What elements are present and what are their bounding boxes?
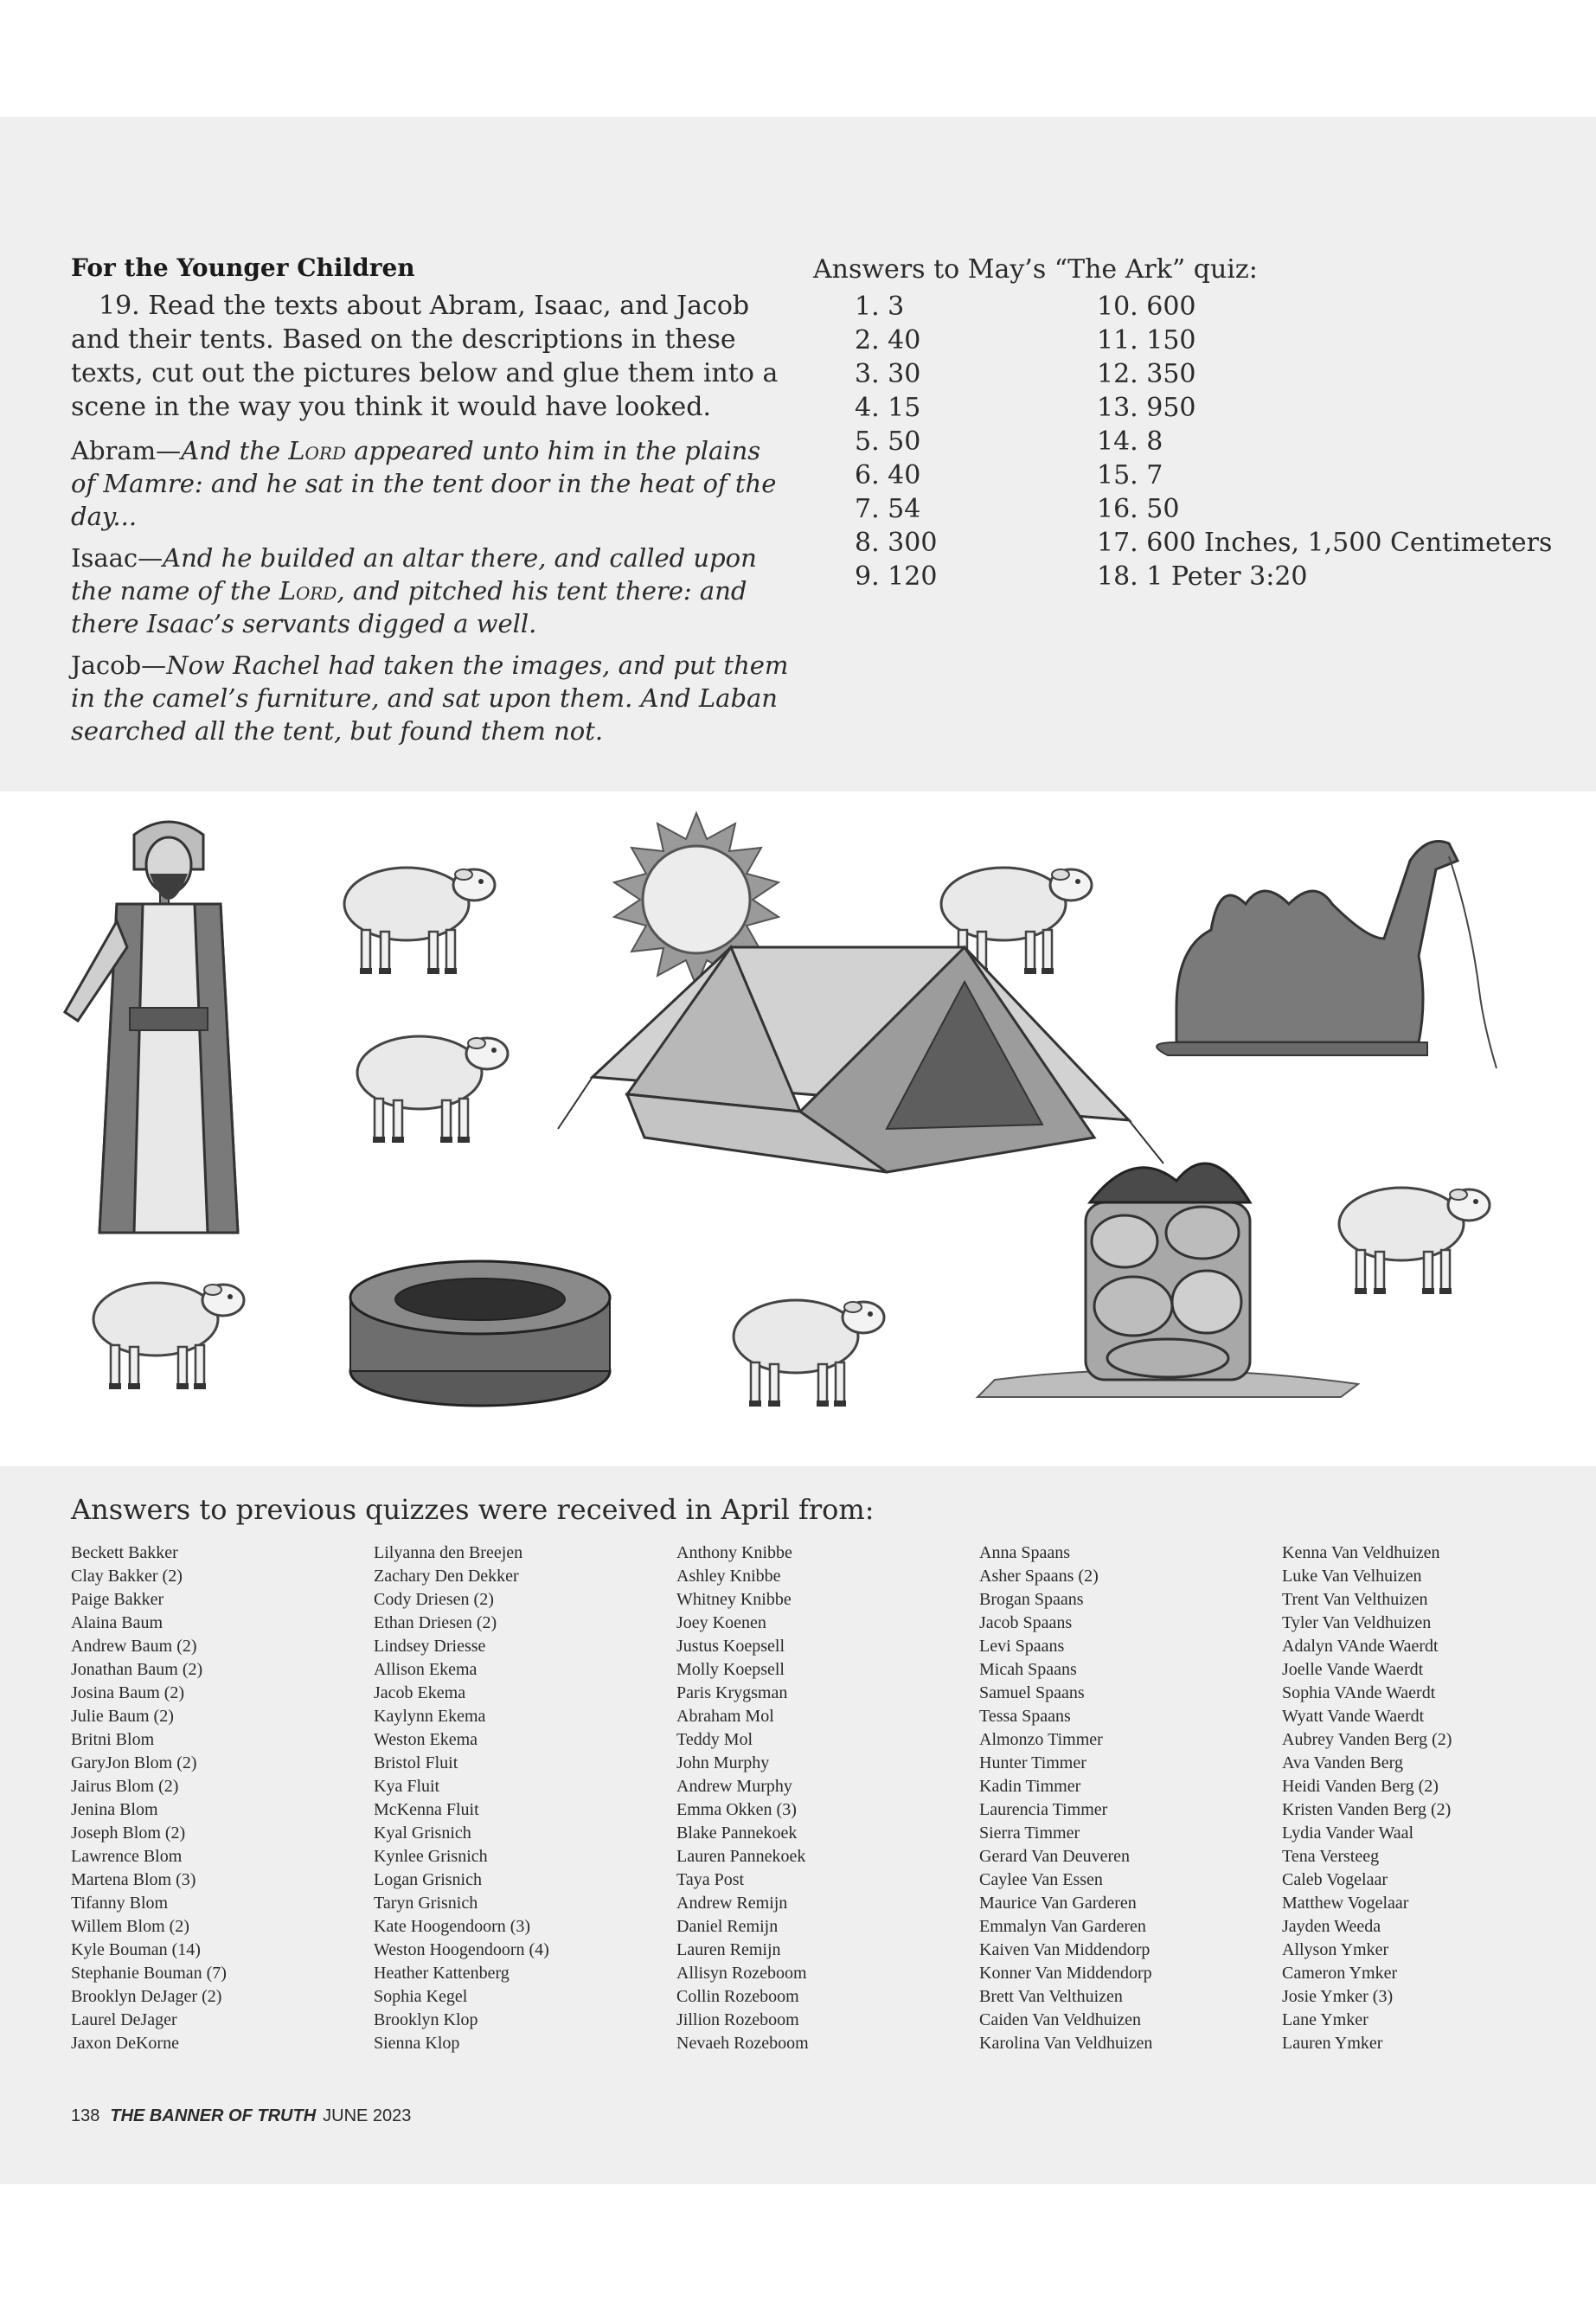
list-item: Jacob Ekema — [374, 1683, 466, 1702]
names-column — [71, 1541, 374, 2055]
answer-item: 6. 40 — [855, 460, 921, 490]
list-item: Jillion Rozeboom — [676, 2010, 799, 2029]
list-item: Jayden Weeda — [1282, 1917, 1381, 1936]
issue-date: JUNE 2023 — [323, 2106, 412, 2125]
answers-title: Answers to May’s “The Ark” quiz: — [813, 254, 1258, 285]
list-item: Laurel DeJager — [71, 2010, 177, 2029]
list-item: Zachary Den Dekker — [374, 1567, 519, 1586]
list-item: Hunter Timmer — [979, 1753, 1086, 1772]
list-item: Sophia Kegel — [374, 1987, 468, 2006]
list-item: Heidi Vanden Berg (2) — [1282, 1777, 1439, 1796]
list-item: Aubrey Vanden Berg (2) — [1282, 1730, 1452, 1749]
answers-section — [813, 253, 1557, 593]
list-item: Gerard Van Deuveren — [979, 1847, 1130, 1866]
list-item: Karolina Van Veldhuizen — [979, 2034, 1153, 2053]
list-item: Jairus Blom (2) — [71, 1777, 179, 1796]
list-item: Logan Grisnich — [374, 1870, 482, 1889]
answer-item: 3. 30 — [855, 359, 921, 389]
list-item: Wyatt Vande Waerdt — [1282, 1707, 1425, 1726]
answer-item: 7. 54 — [855, 494, 921, 524]
list-item: Kya Fluit — [374, 1777, 440, 1796]
list-item: Lane Ymker — [1282, 2010, 1368, 2029]
list-item: Brett Van Velthuizen — [979, 1987, 1123, 2006]
list-item: Tessa Spaans — [979, 1707, 1071, 1726]
list-item: Lindsey Driesse — [374, 1637, 486, 1656]
list-item: Konner Van Middendorp — [979, 1964, 1152, 1983]
list-item: Allison Ekema — [374, 1660, 478, 1679]
quote-speaker: Jacob— — [71, 651, 167, 680]
answer-item: 15. 7 — [1097, 460, 1163, 490]
younger-children-section — [71, 253, 789, 756]
list-item: Andrew Remijn — [676, 1894, 788, 1913]
list-item: Lilyanna den Breejen — [374, 1543, 523, 1562]
list-item: Brogan Spaans — [979, 1590, 1084, 1609]
list-item: Lawrence Blom — [71, 1847, 183, 1866]
instruction-paragraph — [71, 289, 789, 424]
list-item: Josina Baum (2) — [71, 1683, 185, 1702]
sheep — [93, 1283, 244, 1389]
camel — [1157, 842, 1497, 1069]
list-item: Sierra Timmer — [979, 1823, 1080, 1843]
list-item: Ava Vanden Berg — [1282, 1753, 1403, 1772]
list-item: Kaiven Van Middendorp — [979, 1940, 1151, 1959]
list-item: Daniel Remijn — [676, 1917, 779, 1936]
list-item: Molly Koepsell — [676, 1660, 785, 1679]
list-item: Micah Spaans — [979, 1660, 1077, 1679]
answer-item: 5. 50 — [855, 426, 921, 457]
answer-item: 13. 950 — [1097, 393, 1196, 423]
list-item: Caleb Vogelaar — [1282, 1870, 1388, 1889]
names-column — [1282, 1541, 1585, 2055]
list-item: Lydia Vander Waal — [1282, 1823, 1414, 1843]
list-item: Abraham Mol — [676, 1707, 774, 1726]
list-item: Anna Spaans — [979, 1543, 1070, 1562]
quote-text-end: , and pitched his tent there: and there Isaac’s servants digged a well. — [71, 576, 747, 638]
quote-speaker: Isaac— — [71, 543, 163, 573]
list-item: Taya Post — [676, 1870, 745, 1889]
list-item: Almonzo Timmer — [979, 1730, 1103, 1749]
names-column — [676, 1541, 979, 2055]
list-item: Willem Blom (2) — [71, 1917, 189, 1936]
list-item: Justus Koepsell — [676, 1637, 785, 1656]
list-item: Lauren Pannekoek — [676, 1847, 806, 1866]
list-item: Maurice Van Garderen — [979, 1894, 1137, 1913]
list-item: Lauren Ymker — [1282, 2034, 1383, 2053]
instruction-text: Read the texts about Abram, Isaac, and Jacob and their tents. Based on the descriptions in these texts, cut out the pictures below and glue them into a scene in the way you think it would have looked. — [71, 291, 779, 422]
quote-lord: Lord — [279, 576, 337, 606]
list-item: Alaina Baum — [71, 1613, 163, 1632]
answer-item: 14. 8 — [1097, 426, 1163, 457]
list-item: Britni Blom — [71, 1730, 155, 1749]
answer-item: 2. 40 — [855, 325, 921, 356]
list-item: Weston Ekema — [374, 1730, 478, 1749]
publication-name: THE BANNER OF TRUTH — [110, 2106, 317, 2125]
sheep — [734, 1300, 884, 1407]
list-item: Sophia VAnde Waerdt — [1282, 1683, 1436, 1702]
list-item: Luke Van Velhuizen — [1282, 1567, 1422, 1586]
list-item: Paige Bakker — [71, 1590, 164, 1609]
stone-altar — [977, 1163, 1358, 1397]
list-item: Jonathan Baum (2) — [71, 1660, 203, 1679]
list-item: Martena Blom (3) — [71, 1870, 196, 1889]
list-item: Kynlee Grisnich — [374, 1847, 488, 1866]
list-item: Ashley Knibbe — [676, 1567, 781, 1586]
received-title: Answers to previous quizzes were received in April from: — [71, 1493, 875, 1526]
list-item: Ethan Driesen (2) — [374, 1613, 497, 1632]
quote-text: And the — [181, 436, 289, 465]
quote-isaac — [71, 542, 789, 640]
list-item: Kadin Timmer — [979, 1777, 1081, 1796]
sheep — [344, 868, 495, 974]
list-item: Kristen Vanden Berg (2) — [1282, 1800, 1452, 1819]
list-item: Whitney Knibbe — [676, 1590, 792, 1609]
section-title: For the Younger Children — [71, 253, 415, 282]
answer-item: 4. 15 — [855, 393, 921, 423]
list-item: Beckett Bakker — [71, 1543, 178, 1562]
list-item: Trent Van Velthuizen — [1282, 1590, 1428, 1609]
list-item: Paris Krygsman — [676, 1683, 788, 1702]
list-item: Joelle Vande Waerdt — [1282, 1660, 1424, 1679]
answer-item: 12. 350 — [1097, 359, 1196, 389]
list-item: Tyler Van Veldhuizen — [1282, 1613, 1432, 1632]
stone-well — [350, 1261, 610, 1406]
quote-text-end: appeared unto him in the plains of Mamre: and he sat in the tent door in the heat of the day... — [71, 436, 777, 531]
sheep — [357, 1036, 508, 1143]
list-item: Josie Ymker (3) — [1282, 1987, 1394, 2006]
list-item: Stephanie Bouman (7) — [71, 1964, 227, 1983]
list-item: Adalyn VAnde Waerdt — [1282, 1637, 1439, 1656]
list-item: Taryn Grisnich — [374, 1894, 478, 1913]
list-item: Jaxon DeKorne — [71, 2034, 179, 2053]
names-column — [979, 1541, 1282, 2055]
page-footer — [71, 2106, 411, 2126]
list-item: Teddy Mol — [676, 1730, 753, 1749]
list-item: Kate Hoogendoorn (3) — [374, 1917, 531, 1936]
list-item: Allyson Ymker — [1282, 1940, 1389, 1959]
list-item: Samuel Spaans — [979, 1683, 1085, 1702]
list-item: Kyal Grisnich — [374, 1823, 471, 1843]
abram-figure — [65, 822, 238, 1233]
page-number: 138 — [71, 2106, 100, 2125]
list-item: Caiden Van Veldhuizen — [979, 2010, 1142, 2029]
list-item: Anthony Knibbe — [676, 1543, 792, 1562]
quote-lord: Lord — [288, 436, 347, 465]
sheep — [1339, 1188, 1490, 1294]
list-item: McKenna Fluit — [374, 1800, 479, 1819]
list-item: Joey Koenen — [676, 1613, 766, 1632]
answer-item: 11. 150 — [1097, 325, 1196, 356]
list-item: Emma Okken (3) — [676, 1800, 797, 1819]
list-item: Clay Bakker (2) — [71, 1567, 183, 1586]
list-item: John Murphy — [676, 1753, 770, 1772]
bottom-margin — [0, 2184, 1596, 2301]
answers-list — [813, 290, 1557, 593]
list-item: Levi Spaans — [979, 1637, 1065, 1656]
answer-item: 8. 300 — [855, 528, 938, 558]
list-item: Weston Hoogendoorn (4) — [374, 1940, 549, 1959]
list-item: Andrew Baum (2) — [71, 1637, 197, 1656]
list-item: Andrew Murphy — [676, 1777, 792, 1796]
list-item: Asher Spaans (2) — [979, 1567, 1099, 1586]
list-item: Sienna Klop — [374, 2034, 460, 2053]
answer-item: 10. 600 — [1097, 292, 1196, 322]
list-item: Kyle Bouman (14) — [71, 1940, 201, 1959]
list-item: Emmalyn Van Garderen — [979, 1917, 1146, 1936]
tent — [558, 947, 1163, 1172]
answer-item: 16. 50 — [1097, 494, 1180, 524]
list-item: Brooklyn DeJager (2) — [71, 1987, 222, 2006]
list-item: Jacob Spaans — [979, 1613, 1073, 1632]
list-item: Nevaeh Rozeboom — [676, 2034, 809, 2053]
answer-item: 18. 1 Peter 3:20 — [1097, 561, 1308, 592]
list-item: Matthew Vogelaar — [1282, 1894, 1409, 1913]
list-item: Jenina Blom — [71, 1800, 158, 1819]
quote-jacob — [71, 649, 789, 747]
list-item: Collin Rozeboom — [676, 1987, 799, 2006]
list-item: Kenna Van Veldhuizen — [1282, 1543, 1440, 1562]
list-item: Kaylynn Ekema — [374, 1707, 486, 1726]
list-item: Joseph Blom (2) — [71, 1823, 186, 1843]
list-item: Cameron Ymker — [1282, 1964, 1398, 1983]
list-item: Tena Versteeg — [1282, 1847, 1380, 1866]
list-item: Julie Baum (2) — [71, 1707, 174, 1726]
quote-text: Now Rachel had taken the images, and put them in the camel’s furniture, and sat upon them. And Laban searched all the tent, but found them not. — [71, 651, 789, 746]
names-list — [71, 1541, 1593, 2055]
list-item: Cody Driesen (2) — [374, 1590, 494, 1609]
quote-speaker: Abram— — [71, 436, 182, 465]
answer-item: 9. 120 — [855, 561, 938, 592]
list-item: Tifanny Blom — [71, 1894, 169, 1913]
list-item: Bristol Fluit — [374, 1753, 458, 1772]
answer-item: 17. 600 Inches, 1,500 Centimeters — [1097, 528, 1553, 558]
cutout-illustrations — [0, 792, 1596, 1466]
answer-item: 1. 3 — [855, 292, 905, 322]
names-column — [374, 1541, 676, 2055]
list-item: GaryJon Blom (2) — [71, 1753, 197, 1772]
quote-text: And he builded an altar there, and called upon the name of the — [71, 543, 757, 606]
instruction-number: 19. — [99, 291, 140, 321]
list-item: Brooklyn Klop — [374, 2010, 478, 2029]
list-item: Lauren Remijn — [676, 1940, 781, 1959]
list-item: Laurencia Timmer — [979, 1800, 1108, 1819]
quote-abram — [71, 434, 789, 533]
top-margin — [0, 0, 1596, 117]
list-item: Heather Kattenberg — [374, 1964, 510, 1983]
list-item: Caylee Van Essen — [979, 1870, 1103, 1889]
list-item: Blake Pannekoek — [676, 1823, 798, 1843]
list-item: Allisyn Rozeboom — [676, 1964, 807, 1983]
